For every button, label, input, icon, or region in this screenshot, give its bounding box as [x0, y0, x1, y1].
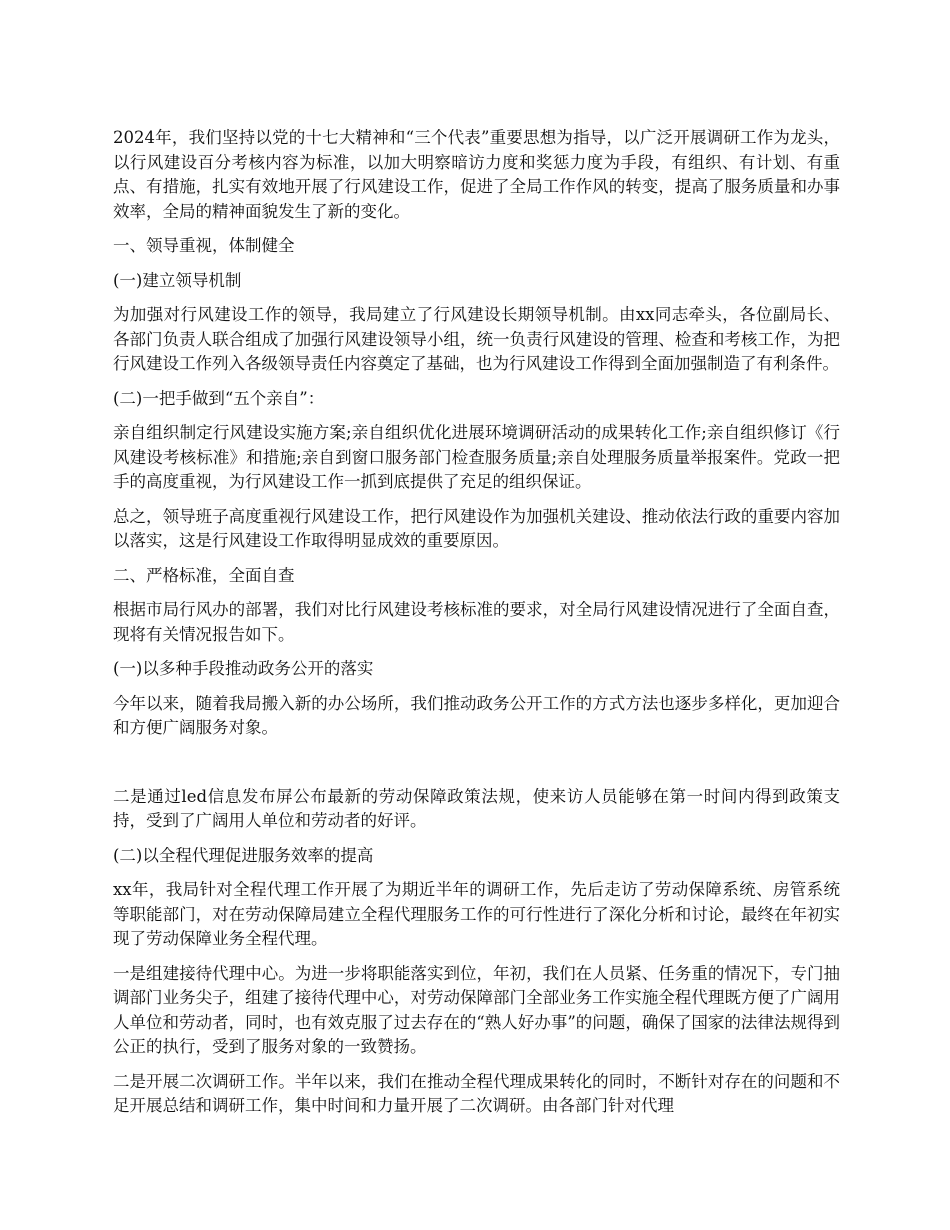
section-heading-1: 一、领导重视，体制健全: [113, 236, 295, 255]
intro-paragraph: 2024年，我们坚持以党的十七大精神和“三个代表”重要思想为指导，以广泛开展调研工作为龙头，以行风建设百分考核内容为标准，以加大明察暗访力度和奖惩力度为手段，有组织、有计划、有重点、有措施，扎实有效地开展了行风建设工作，促进了全局工作作风的转变，提高了服务质量和办事效率，全局的精神面貌发生了新的变化。: [113, 128, 840, 221]
subsection-heading-2-2: (二)以全程代理促进服务效率的提高: [113, 845, 374, 865]
body-paragraph: 二是通过led信息发布屏公布最新的劳动保障政策法规，使来访人员能够在第一时间内得到政策支持，受到了广阔用人单位和劳动者的好评。: [113, 786, 840, 830]
body-paragraph: 为加强对行风建设工作的领导，我局建立了行风建设长期领导机制。由xx同志牵头，各位副局长、各部门负责人联合组成了加强行风建设领导小组，统一负责行风建设的管理、检查和考核工作，为把行风建设工作列入各级领导责任内容奠定了基础，也为行风建设工作得到全面加强制造了有利条件。: [113, 305, 840, 373]
document-page: [113, 126, 840, 1129]
body-paragraph: 亲自组织制定行风建设实施方案;亲自组织优化进展环境调研活动的成果转化工作;亲自组织修订《行风建设考核标准》和措施;亲自到窗口服务部门检查服务质量;亲自处理服务质量举报案件。党政一把手的高度重视，为行风建设工作一抓到底提供了充足的组织保证。: [113, 423, 840, 491]
body-paragraph: 根据市局行风办的部署，我们对比行风建设考核标准的要求，对全局行风建设情况进行了全面自查，现将有关情况报告如下。: [113, 600, 840, 644]
body-paragraph: 一是组建接待代理中心。为进一步将职能落实到位，年初，我们在人员紧、任务重的情况下，专门抽调部门业务尖子，组建了接待代理中心，对劳动保障部门全部业务工作实施全程代理既方便了广阔用人单位和劳动者，同时，也有效克服了过去存在的“熟人好办事”的问题，确保了国家的法律法规得到公正的执行，受到了服务对象的一致赞扬。: [113, 963, 840, 1056]
subsection-heading-1-1: (一)建立领导机制: [113, 270, 242, 290]
body-paragraph: 今年以来，随着我局搬入新的办公场所，我们推动政务公开工作的方式方法也逐步多样化，更加迎合和方便广阔服务对象。: [113, 693, 840, 737]
section-heading-2: 二、严格标准，全面自查: [113, 565, 295, 585]
subsection-heading-1-2: (二)一把手做到“五个亲自”：: [113, 388, 325, 408]
blank-gap: [113, 751, 840, 785]
body-paragraph: 总之，领导班子高度重视行风建设工作，把行风建设作为加强机关建设、推动依法行政的重要内容加以落实，这是行风建设工作取得明显成效的重要原因。: [113, 506, 840, 550]
body-paragraph: xx年，我局针对全程代理工作开展了为期近半年的调研工作，先后走访了劳动保障系统、房管系统等职能部门，对在劳动保障局建立全程代理服务工作的可行性进行了深化分析和讨论，最终在年初实现了劳动保障业务全程代理。: [113, 880, 840, 948]
body-paragraph: 二是开展二次调研工作。半年以来，我们在推动全程代理成果转化的同时，不断针对存在的问题和不足开展总结和调研工作，集中时间和力量开展了二次调研。由各部门针对代理: [113, 1071, 840, 1115]
subsection-heading-2-1: (一)以多种手段推动政务公开的落实: [113, 659, 374, 678]
